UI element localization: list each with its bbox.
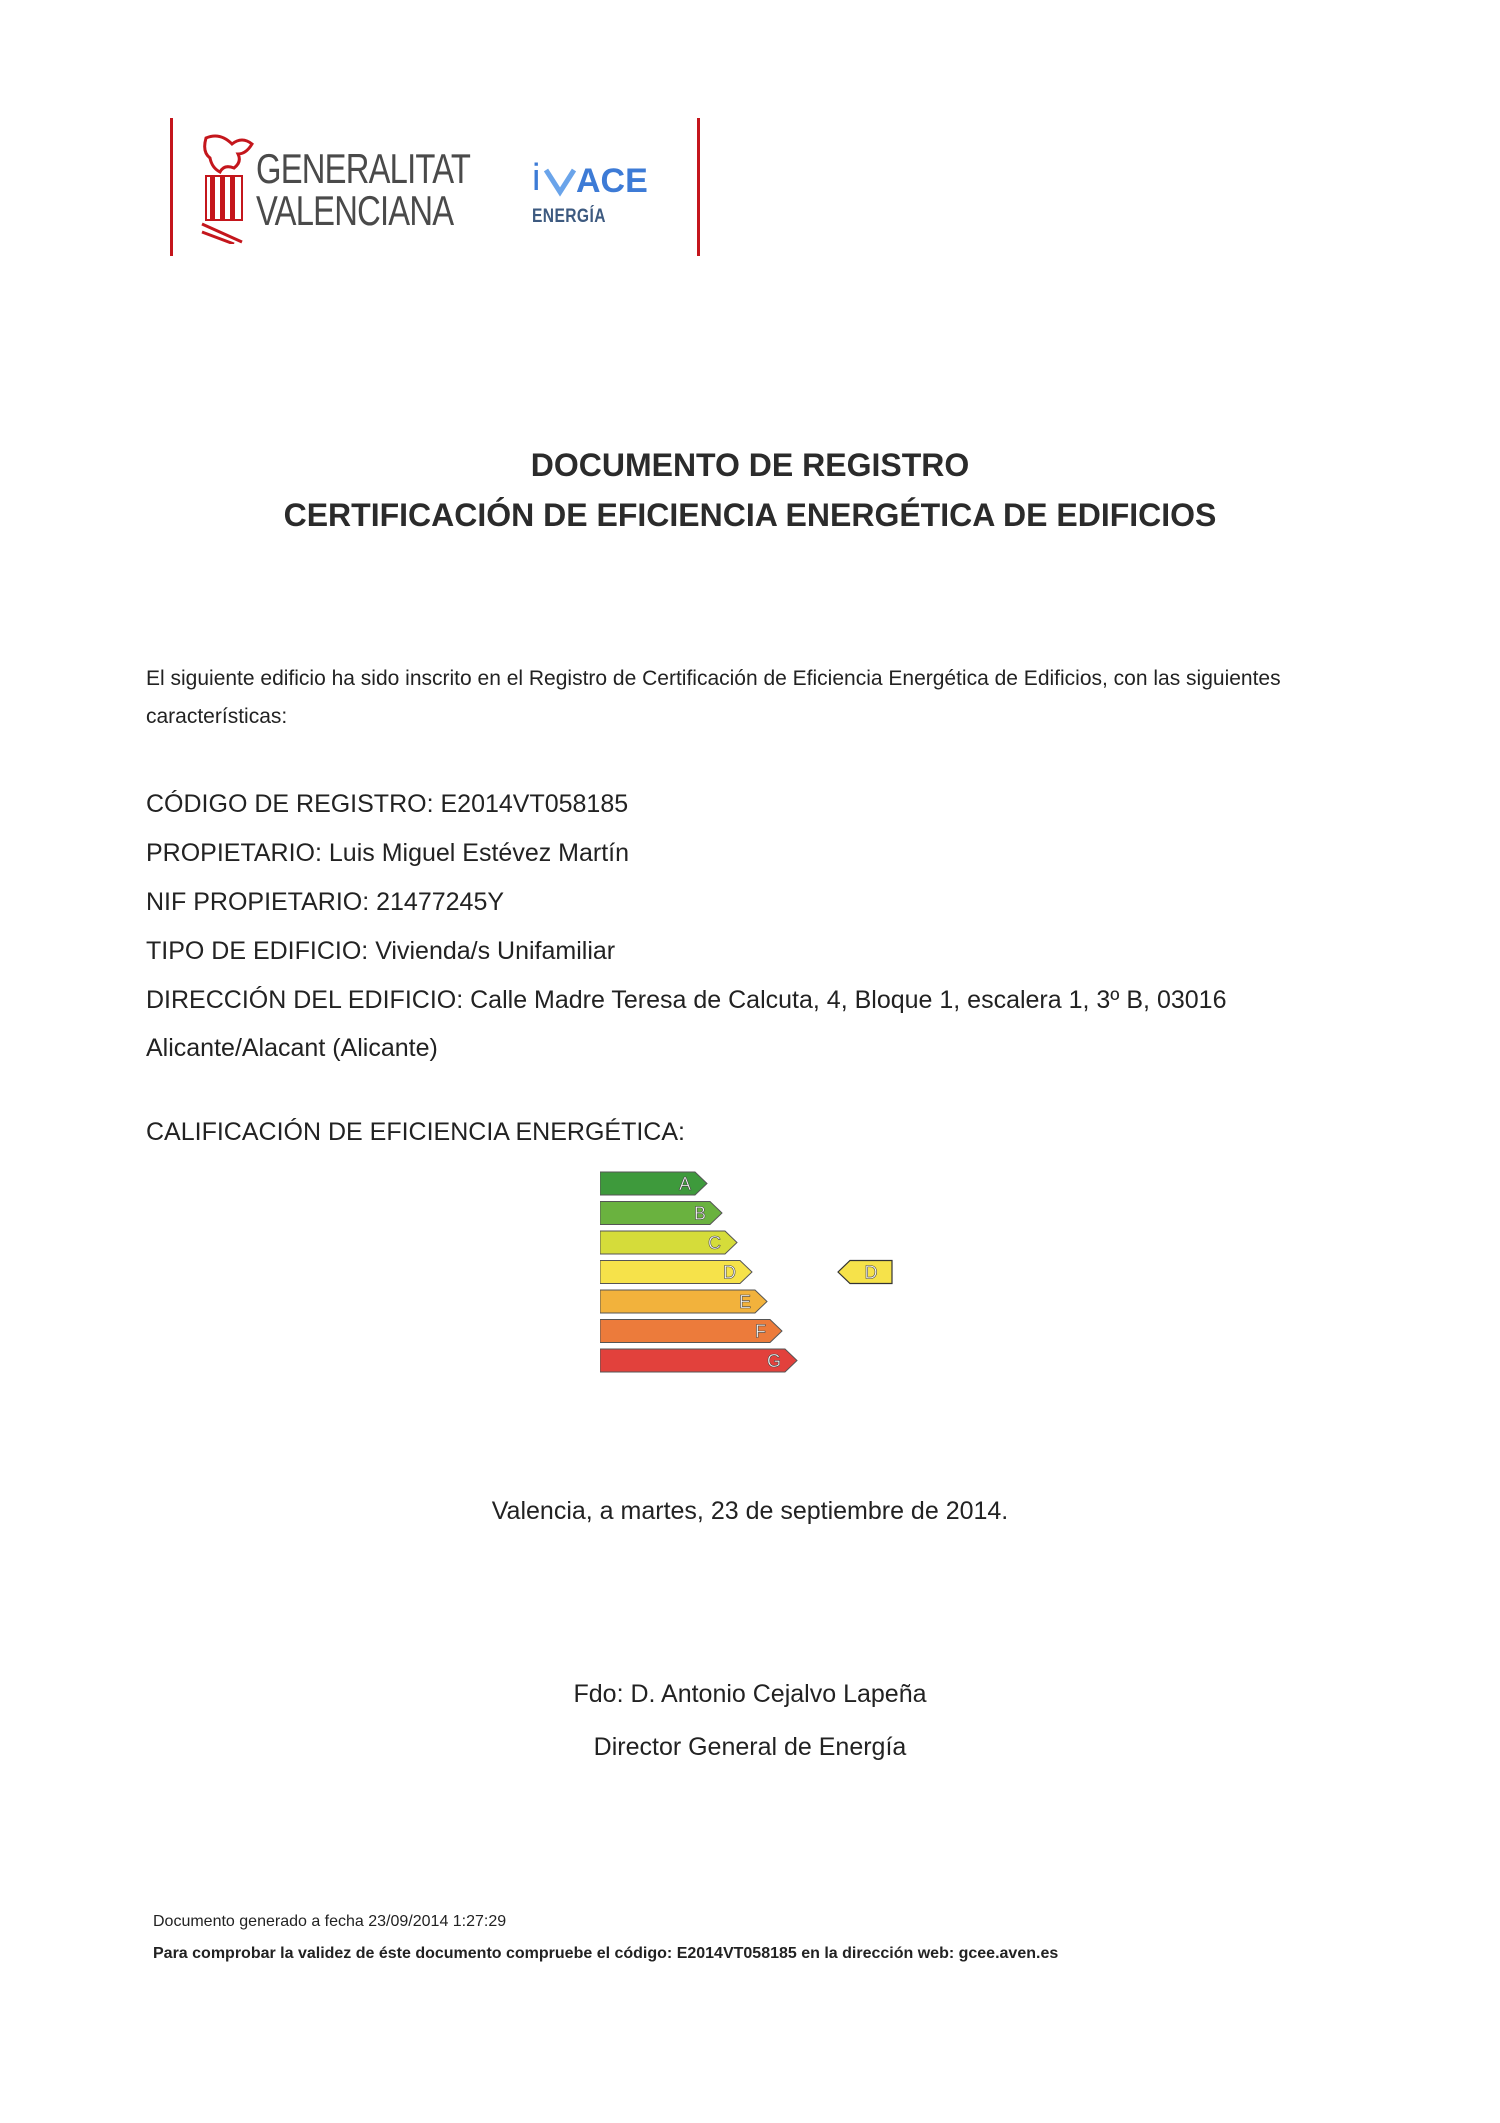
field-label: PROPIETARIO: xyxy=(146,839,322,867)
generalitat-logo-line2: VALENCIANA xyxy=(256,187,454,234)
document-title: DOCUMENTO DE REGISTRO xyxy=(530,447,970,483)
signatory-name: Fdo: D. Antonio Cejalvo Lapeña xyxy=(573,1680,927,1708)
field-value: Luis Miguel Estévez Martín xyxy=(328,839,630,867)
energy-rating-chart xyxy=(600,1170,920,1385)
field-nif-propietario xyxy=(146,878,1376,927)
document-subtitle: CERTIFICACIÓN DE EFICIENCIA ENERGÉTICA DE EDIFICIOS xyxy=(283,497,1217,533)
energy-rating-label: CALIFICACIÓN DE EFICIENCIA ENERGÉTICA: xyxy=(146,1118,685,1146)
rating-bar-label-a: A xyxy=(678,1174,691,1194)
field-label: NIF PROPIETARIO: xyxy=(146,888,370,916)
rating-bar-label-f: F xyxy=(755,1321,766,1342)
ivace-logo-subtitle: ENERGÍA xyxy=(532,206,606,227)
rating-bar-label-d: D xyxy=(723,1262,736,1283)
footer-generated-date: Documento generado a fecha 23/09/2014 1:27:29 xyxy=(153,1913,507,1930)
header-right-divider xyxy=(697,118,700,256)
issue-date: Valencia, a martes, 23 de septiembre de 2014. xyxy=(491,1497,1009,1525)
signatory-role: Director General de Energía xyxy=(593,1733,907,1761)
footer-validation-note: Para comprobar la validez de éste documento compruebe el código: E2014VT058185 en la dirección web: gcee.aven.es xyxy=(153,1945,1059,1962)
field-value: 21477245Y xyxy=(376,888,505,916)
svg-text:i: i xyxy=(532,158,541,198)
rating-bar-label-e: E xyxy=(738,1292,751,1312)
svg-text:ACE: ACE xyxy=(576,162,648,198)
field-value: E2014VT058185 xyxy=(440,790,629,818)
generalitat-emblem-icon xyxy=(198,132,254,244)
field-propietario xyxy=(146,829,1376,878)
field-tipo-edificio xyxy=(146,927,1376,976)
rating-indicator-label: D xyxy=(864,1262,878,1283)
field-label: TIPO DE EDIFICIO: xyxy=(146,937,369,965)
header-left-divider xyxy=(170,118,173,256)
field-codigo-registro xyxy=(146,780,1376,829)
building-details xyxy=(146,780,1376,1072)
generalitat-logo-text xyxy=(256,145,471,234)
intro-paragraph: El siguiente edificio ha sido inscrito en el Registro de Certificación de Eficiencia Energética de Edificios, con las siguientes características: xyxy=(146,667,1281,728)
rating-bar-label-b: B xyxy=(693,1203,706,1224)
field-direccion-edificio xyxy=(146,976,1376,1072)
field-label: DIRECCIÓN DEL EDIFICIO: xyxy=(146,986,464,1014)
field-label: CÓDIGO DE REGISTRO: xyxy=(146,790,434,818)
rating-bar-label-g: G xyxy=(766,1351,781,1371)
field-value: Vivienda/s Unifamiliar xyxy=(375,937,616,965)
generalitat-logo-line1: GENERALITAT xyxy=(256,145,471,192)
ivace-logo xyxy=(532,158,666,198)
field-value: Calle Madre Teresa de Calcuta, 4, Bloque 1, escalera 1, 3º B, 03016 Alicante/Alacant (Alicante) xyxy=(146,986,1227,1062)
rating-bar-label-c: C xyxy=(708,1233,721,1253)
